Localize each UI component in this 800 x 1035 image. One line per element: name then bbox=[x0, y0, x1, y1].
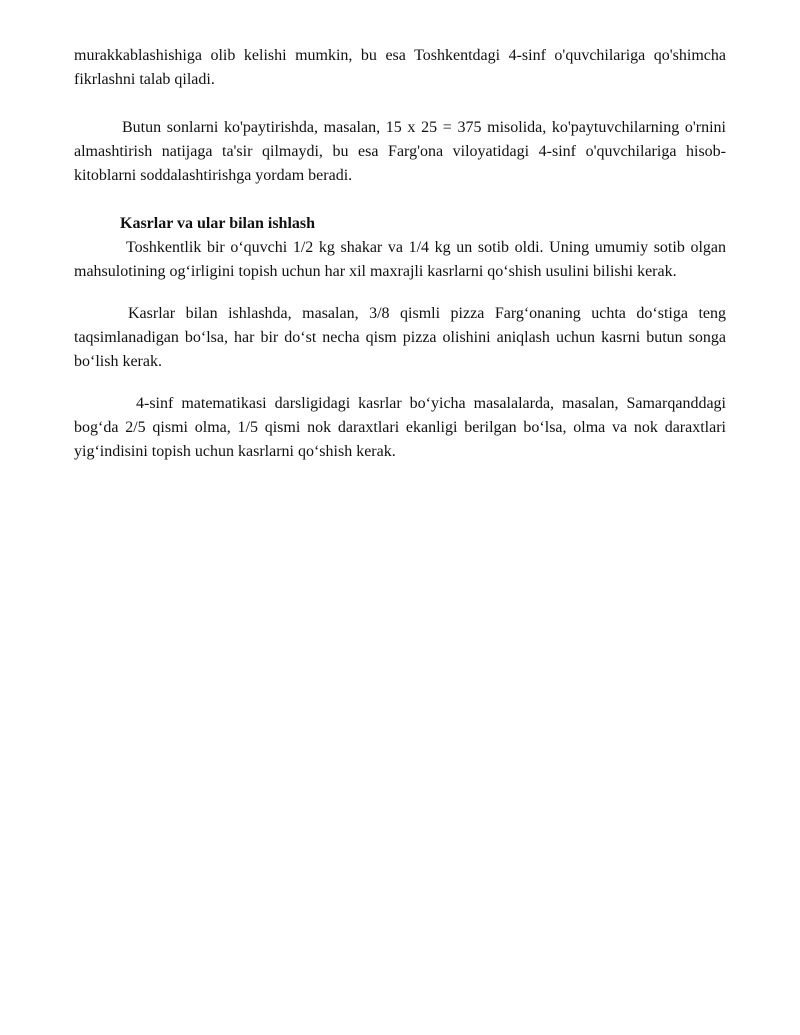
paragraph-fractions-garden: 4-sinf matematikasi darsligidagi kasrlar bo‘yicha masalalarda, masalan, Samarqanddagi bog‘da 2/5 qismi olma, 1/5 qismi nok daraxtlari ekanligi berilgan bo‘lsa, olma va nok daraxtlari yig‘indisini topish uchun kasrlarni qo‘shish kerak. bbox=[74, 395, 726, 460]
paragraph-multiplication: Butun sonlarni ko'paytirishda, masalan, 15 x 25 = 375 misolida, ko'paytuvchilarning o'rnini almashtirish natijaga ta'sir qilmaydi, bu esa Farg'ona viloyatidagi 4-sinf o'quvchilariga hisob-kitoblarni soddalashtirishga yordam beradi. bbox=[74, 119, 726, 184]
document-page bbox=[74, 44, 726, 464]
section-heading: Kasrlar va ular bilan ishlash bbox=[120, 215, 316, 232]
paragraph-fractions-pizza: Kasrlar bilan ishlashda, masalan, 3/8 qismli pizza Farg‘onaning uchta do‘stiga teng taqsimlanadigan bo‘lsa, har bir do‘st necha qism pizza olishini aniqlash uchun kasrni butun songa bo‘lish kerak. bbox=[74, 305, 726, 370]
paragraph-fractions-sugar: Toshkentlik bir o‘quvchi 1/2 kg shakar va 1/4 kg un sotib oldi. Uning umumiy sotib olgan mahsulotining og‘irligini topish uchun har xil maxrajli kasrlarni qo‘shish usulini bilishi kerak. bbox=[74, 239, 726, 280]
paragraph-continuation: murakkablashishiga olib kelishi mumkin, bu esa Toshkentdagi 4-sinf o'quvchilariga qo'shimcha fikrlashni talab qiladi. bbox=[74, 47, 726, 88]
